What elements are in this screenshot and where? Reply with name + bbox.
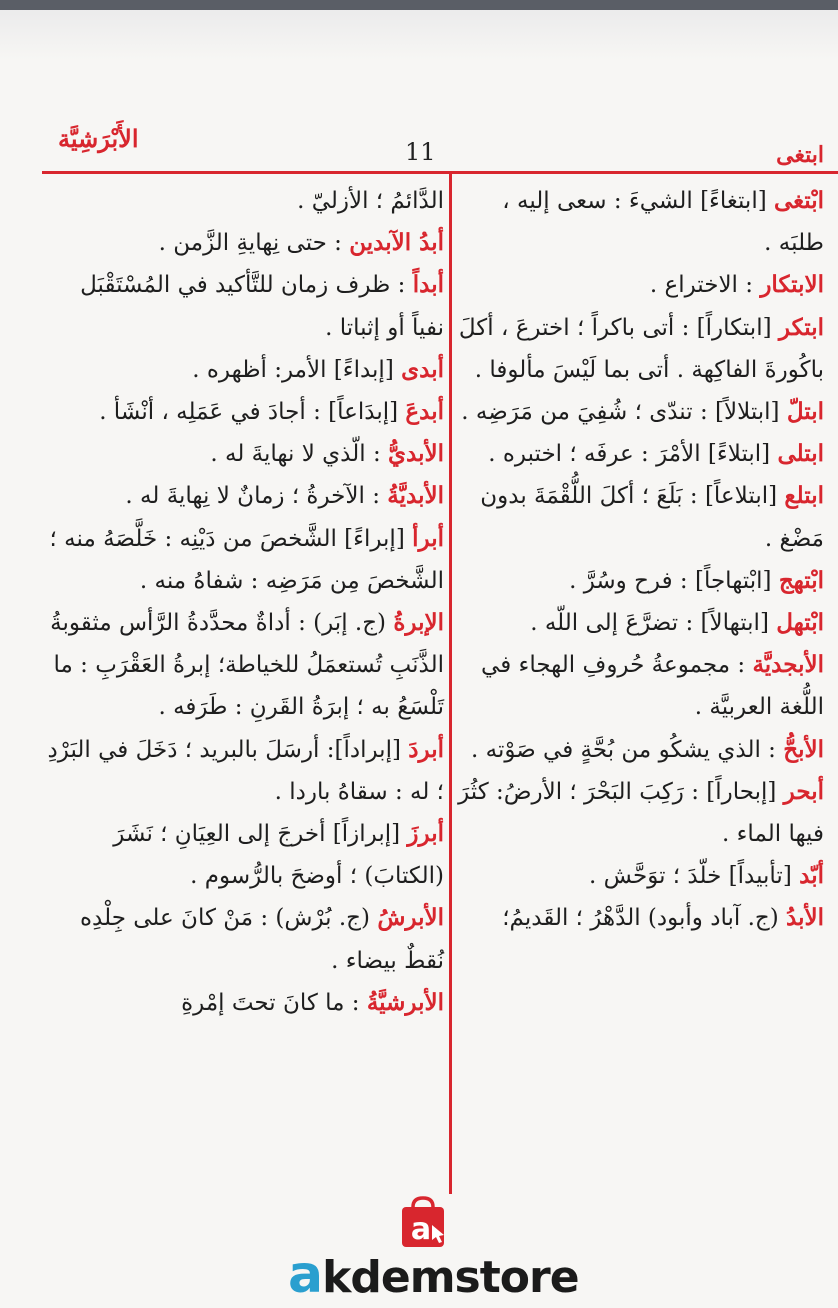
dictionary-entry [46, 349, 444, 391]
entry-definition: : حتى نِهايةِ الزَّمن . [158, 230, 350, 257]
dictionary-entry [46, 264, 444, 348]
dictionary-entry [458, 391, 824, 433]
entry-headword: الأبرشُ [377, 904, 444, 932]
dictionary-entry [458, 729, 824, 771]
entry-definition: [ابتلالاً] : تندّى ؛ شُفِيَ من مَرَضِه . [461, 399, 787, 426]
entry-headword: أبدُ الآبدين [349, 229, 444, 257]
header-rule [42, 171, 838, 174]
entry-headword: أبدعَ [405, 398, 444, 426]
dictionary-entry [458, 602, 824, 644]
entry-definition: [ابْتهاجاً] : فرح وسُرَّ . [569, 567, 779, 594]
dictionary-entry [46, 602, 444, 729]
column-divider [449, 174, 452, 1194]
logo-wordmark [288, 1245, 578, 1305]
entry-headword: ابْتهل [776, 609, 824, 637]
entry-headword: الابتكار [760, 271, 824, 299]
dictionary-entry [46, 391, 444, 433]
store-logo[interactable] [288, 1195, 578, 1305]
dictionary-entry [458, 771, 824, 855]
entry-definition: [ابتهالاً] : تضرَّعَ إلى اللّه . [530, 610, 777, 637]
dictionary-entry [458, 855, 824, 897]
entry-definition: [إبراداً]: أرسَلَ بالبريد ؛ دَخَلَ في البَرْدِ ؛ له : سقاهُ باردا . [47, 736, 444, 805]
entry-definition: : الآخرةُ ؛ زمانٌ لا نِهايةَ له . [125, 483, 388, 510]
entry-definition: [ابتكاراً] : أتى باكراً ؛ اخترعَ ، أكلَ باكُورةَ الفاكِهة . أتى بما لَيْسَ مألوفا . [458, 314, 824, 383]
entry-headword: أبداً [412, 271, 444, 299]
dictionary-entry [46, 180, 444, 222]
dictionary-entry [458, 644, 824, 728]
entry-headword: أبرزَ [407, 820, 444, 848]
dictionary-entry [458, 433, 824, 475]
shopping-bag-icon [396, 1195, 450, 1249]
entry-definition: : الاختراع . [649, 272, 761, 299]
entry-headword: أبردَ [408, 735, 444, 763]
entry-definition: : الّذي لا نهايةَ له . [210, 441, 389, 468]
entry-definition: [إبحاراً] : رَكِبَ البَحْرَ ؛ الأرضُ: كثُرَ فيها الماء . [458, 778, 824, 848]
header-left-keyword: الأَبْرَشِيَّة [58, 124, 139, 153]
dictionary-entry [46, 433, 444, 475]
dictionary-entry [46, 222, 444, 264]
dictionary-entry [46, 518, 444, 602]
entry-headword: أبّد [799, 862, 824, 890]
entry-definition: (ج. بُرْش) : مَنْ كانَ على جِلْدِه نُقطٌ بيضاء . [79, 905, 444, 974]
entry-headword: الأبدُ [786, 904, 824, 932]
entry-definition: [ابتغاءً] الشيءَ : سعى إليه ، طلبَه . [502, 188, 824, 257]
entry-definition: : مجموعةُ حُروفِ الهجاء في اللُّغة العربيَّة . [481, 652, 824, 721]
entry-definition: : ما كانَ تحتَ إمْرةِ [181, 989, 367, 1016]
dictionary-entry [458, 560, 824, 602]
dictionary-entry [46, 813, 444, 897]
logo-wordmark-text: kdemstore [322, 1252, 579, 1303]
entry-headword: ابتلّ [786, 398, 824, 426]
entry-headword: الأبديُّ [388, 440, 444, 468]
entry-definition: (ج. آباد وأبود) الدَّهْرُ ؛ القَديمُ؛ [502, 905, 787, 932]
dictionary-entry [46, 729, 444, 813]
entry-headword: ابتلع [784, 482, 824, 510]
entry-headword: الأبجديَّة [752, 651, 824, 679]
entry-definition: [ابتلاءً] الأمْرَ : عرفَه ؛ اختبره . [488, 441, 778, 468]
entry-headword: الإبرةُ [393, 609, 444, 637]
entry-headword: ابتلى [777, 440, 824, 468]
entry-definition: : الذي يشكُو من بُحَّةٍ في صَوْته . [470, 736, 784, 763]
entry-headword: ابْتغى [774, 187, 824, 214]
dictionary-entry [458, 897, 824, 939]
logo-wordmark-letter: a [288, 1245, 323, 1305]
entry-definition: [ابتلاعاً] : بَلَعَ ؛ أكلَ اللُّقْمَةَ بدون مَضْغ . [480, 483, 824, 552]
entry-definition: [إبرازاً] أخرجَ إلى العِيَانِ ؛ نَشَرَ (الكتابَ) ؛ أوضحَ بالرُّسوم . [113, 821, 444, 890]
left-column [46, 180, 444, 1024]
entry-definition: [إبدَاعاً] : أجادَ في عَمَلِه ، أنْشَأ . [99, 399, 406, 426]
page-number: 11 [405, 138, 436, 166]
entry-headword: ابتكر [778, 313, 824, 341]
entry-definition: : ظرف زمان للتَّأكيد في المُسْتَقْبَل نفياً أو إثباتا . [80, 272, 444, 341]
dictionary-entry [458, 307, 824, 391]
entry-headword: الأبديَّةُ [387, 482, 444, 510]
right-column [458, 180, 824, 940]
dictionary-entry [458, 180, 824, 264]
entry-headword: الأبرشيَّةُ [366, 988, 444, 1016]
entry-definition: [إبراءً] الشَّخصَ من دَيْنِه : خَلَّصَهُ منه ؛ الشَّخصَ مِن مَرَضِه : شفاهُ منه . [49, 525, 444, 594]
entry-headword: ابْتهج [778, 566, 824, 594]
dictionary-entry [458, 475, 824, 559]
header-right-keyword: ابتغى [776, 142, 824, 168]
entry-definition: [إبداءً] الأمر: أظهره . [192, 356, 402, 383]
logo-letter: a [410, 1212, 432, 1247]
entry-headword: أبحر [783, 777, 824, 805]
entry-definition: (ج. إبَر) : أداةٌ محدَّدةُ الرَّأس مثقوبةُ الذَّنَبِ تُستعمَلُ للخياطة؛ إبرةُ العَقْرَبِ : ما تَلْسَعُ به ؛ إبرَةُ القَرنِ : طَرَفه . [50, 610, 444, 721]
scan-top-edge [0, 0, 838, 10]
dictionary-entry [46, 982, 444, 1024]
entry-definition: الدَّائمُ ؛ الأزليّ . [297, 188, 444, 214]
dictionary-entry [458, 264, 824, 306]
entry-definition: [تأبيداً] خلّدَ ؛ توَحَّش . [589, 863, 800, 890]
entry-headword: أبدى [401, 355, 444, 383]
entry-headword: الأبحُّ [783, 735, 824, 763]
dictionary-entry [46, 897, 444, 981]
entry-headword: أبرأ [412, 524, 444, 552]
dictionary-entry [46, 475, 444, 517]
